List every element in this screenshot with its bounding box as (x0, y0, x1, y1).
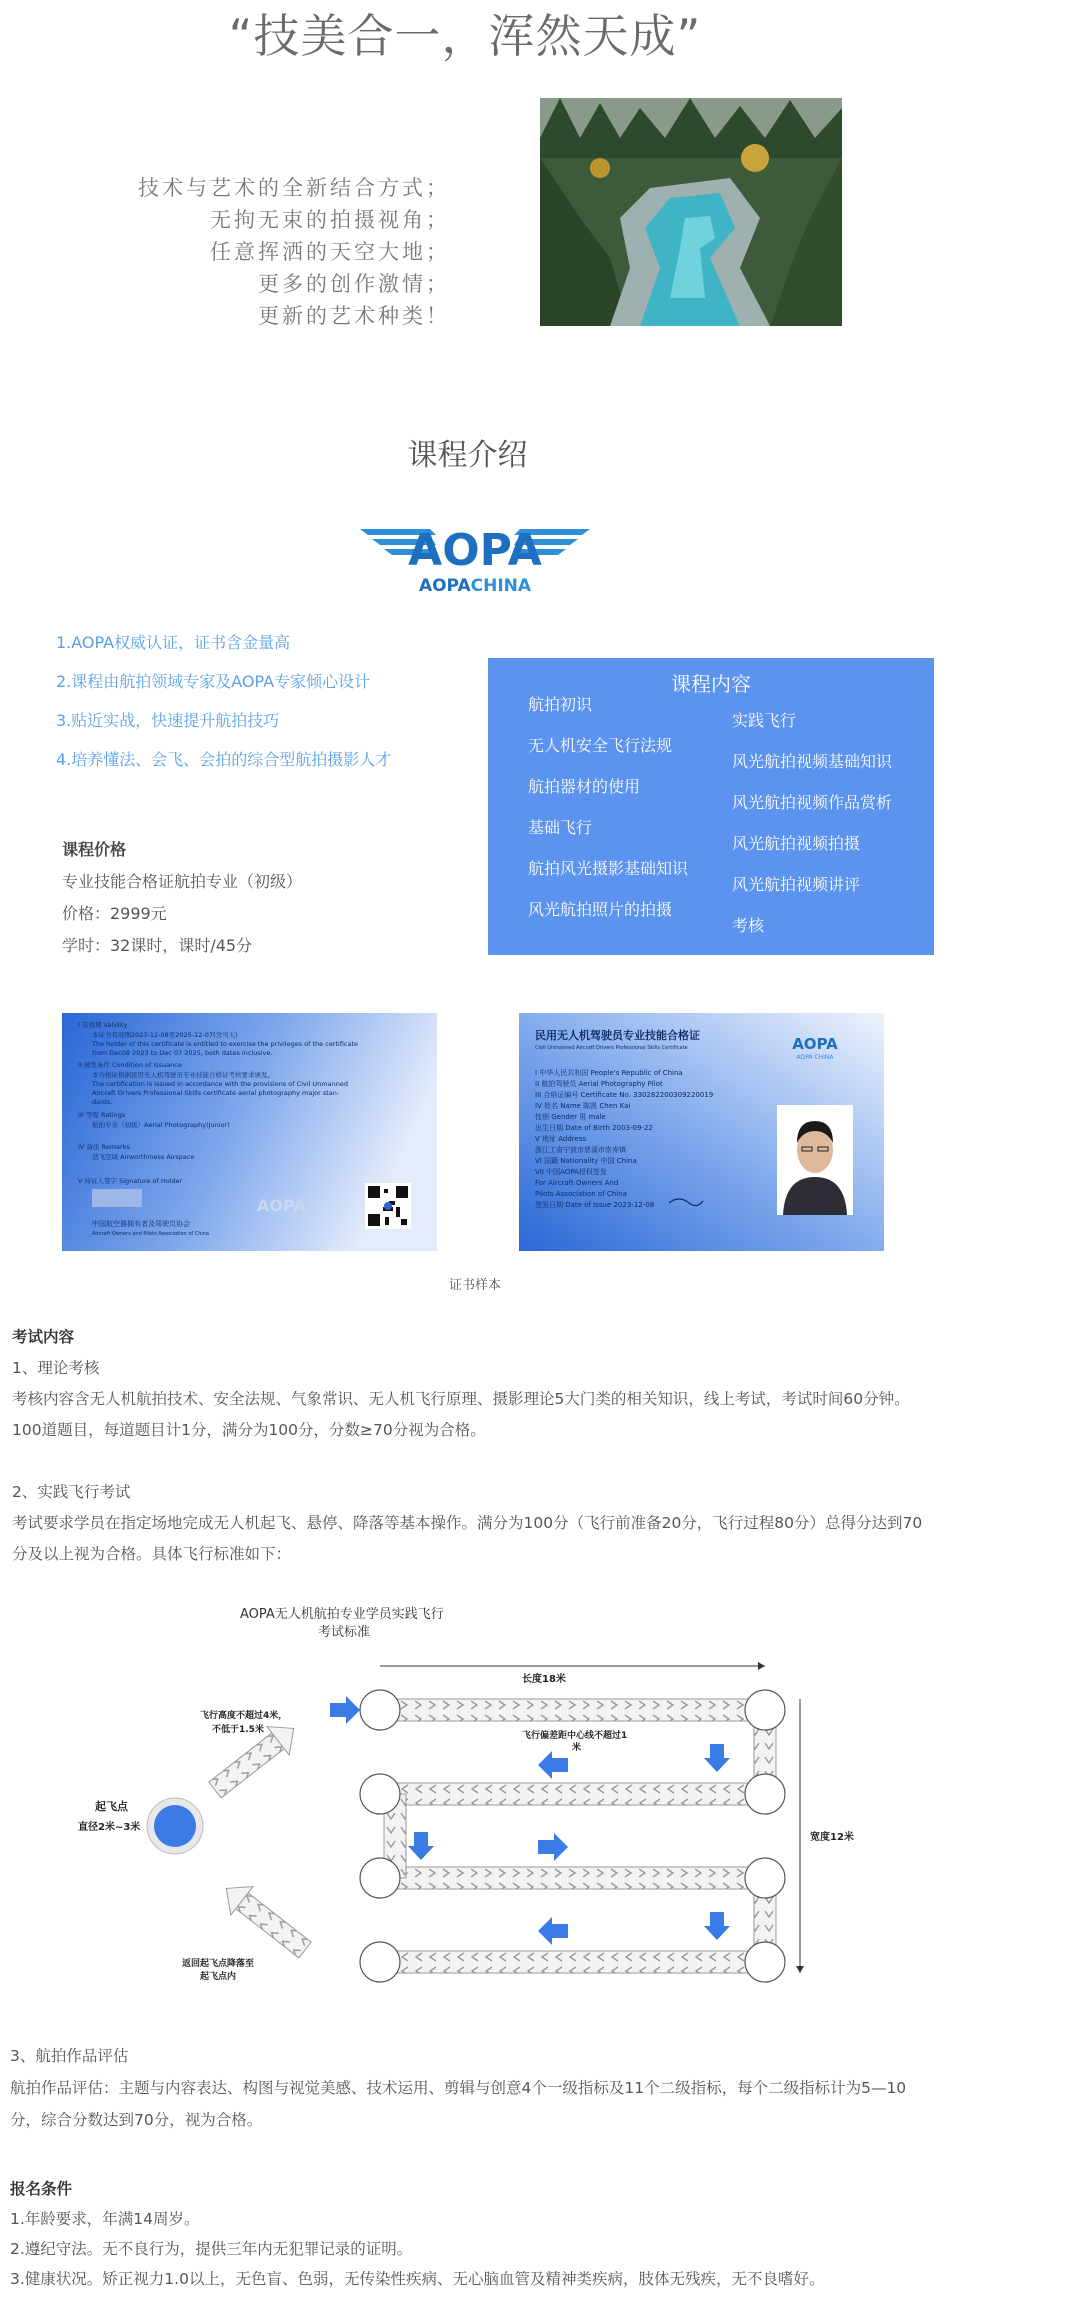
eval-paragraph: 航拍作品评估：主题与内容表达、构图与视觉美感、技术运用、剪辑与创意4个一级指标及11个二级指标，每个二级指标计为5—10 (10, 2079, 907, 2097)
svg-text:II 航拍驾驶员 Aerial Photography P: II 航拍驾驶员 Aerial Photography Pilot (535, 1080, 663, 1088)
poem-line: 更新的艺术种类！ (258, 304, 450, 328)
svg-text:签发日期 Date of Issue 2023-12-08: 签发日期 Date of Issue 2023-12-08 (535, 1201, 655, 1209)
svg-text:出生日期 Date of Birth 2003-09-22: 出生日期 Date of Birth 2003-09-22 (535, 1124, 653, 1132)
svg-text:起飞点: 起飞点 (95, 1800, 128, 1813)
poem-text (138, 172, 450, 332)
price-heading: 课程价格 (62, 840, 127, 859)
svg-text:宽度12米: 宽度12米 (810, 1832, 854, 1843)
svg-text:I 中华人民共和国 People's Republic: I 中华人民共和国 People's Republic of China (535, 1069, 683, 1077)
svg-text:航拍专业（初级）Aerial Photography(Jun: 航拍专业（初级）Aerial Photography(Junior) (92, 1121, 230, 1129)
svg-text:性别 Gender 男 male: 性别 Gender 男 male (535, 1113, 606, 1121)
flight-test-diagram (78, 1600, 854, 2010)
svg-text:考试标准: 考试标准 (318, 1625, 371, 1640)
svg-text:For Aircraft Owners And: For Aircraft Owners And (535, 1179, 619, 1187)
svg-text:Civil Unmanned Aircraft Driver: Civil Unmanned Aircraft Drivers Professional Skills Certificate (535, 1045, 688, 1051)
svg-text:AOPA CHINA: AOPA CHINA (796, 1054, 834, 1061)
slogan-heading: “技美合一，浑然天成” (228, 9, 702, 63)
svg-text:VI 国籍 Nationality 中国 China: VI 国籍 Nationality 中国 China (535, 1157, 637, 1165)
svg-text:浙江工省宁波市慈溪市崇寿镇: 浙江工省宁波市慈溪市崇寿镇 (535, 1146, 626, 1154)
certificate-caption: 证书样本 (448, 1278, 501, 1293)
svg-text:from Dec08 2023 to Dec 07 2025: from Dec08 2023 to Dec 07 2025, both dates inclusive. (92, 1049, 273, 1057)
exam-section-title: 1、理论考核 (12, 1359, 100, 1377)
svg-text:本证书有效期2023-12-08至2025-12-07(含当: 本证书有效期2023-12-08至2025-12-07(含当天) (92, 1031, 238, 1039)
exam-paragraph: 分及以上视为合格。具体飞行标准如下： (12, 1545, 292, 1563)
exam-content (12, 1322, 952, 1570)
course-item: 无人机安全飞行法规 (528, 736, 673, 755)
svg-text:Aircraft Drivers Professional: Aircraft Drivers Professional Skills certificate aerial photography major stan- (92, 1089, 340, 1097)
course-content-box (488, 658, 934, 955)
svg-text:民用无人机驾驶员专业技能合格证: 民用无人机驾驶员专业技能合格证 (535, 1029, 700, 1042)
course-item: 风光航拍视频基础知识 (732, 752, 893, 771)
section-title: 课程介绍 (407, 438, 528, 473)
course-item: 基础飞行 (528, 818, 593, 837)
svg-text:米: 米 (572, 1743, 582, 1753)
eval-title: 3、航拍作品评估 (10, 2047, 129, 2065)
svg-text:中国航空器拥有者及驾驶员协会: 中国航空器拥有者及驾驶员协会 (92, 1220, 190, 1228)
course-item: 风光航拍视频讲评 (732, 875, 861, 894)
svg-text:起飞点内: 起飞点内 (200, 1972, 237, 1982)
feature-item: 2.课程由航拍领域专家及AOPA专家倾心设计 (56, 672, 371, 691)
signup-requirement: 1.年龄要求，年满14周岁。 (10, 2210, 200, 2228)
exam-section-title: 2、实践飞行考试 (12, 1483, 131, 1501)
certificate-front-image (519, 1013, 884, 1251)
certificate-back-image (62, 1013, 437, 1251)
exam-paragraph: 考核内容含无人机航拍技术、安全法规、气象常识、无人机飞行原理、摄影理论5大门类的相关知识，线上考试，考试时间60分钟。 (12, 1390, 910, 1408)
svg-text:飞行偏差距中心线不超过1: 飞行偏差距中心线不超过1 (522, 1731, 628, 1741)
signup-requirement: 2.遵纪守法。无不良行为，提供三年内无犯罪记录的证明。 (10, 2240, 413, 2258)
aopa-logo (360, 525, 590, 599)
course-item: 风光航拍视频作品赏析 (732, 793, 893, 812)
price-amount: 价格：2999元 (62, 904, 167, 923)
feature-item: 3.贴近实战，快速提升航拍技巧 (56, 711, 280, 730)
svg-text:II 颁发条件 Condition of Issuance: II 颁发条件 Condition of Issuance (78, 1061, 182, 1069)
svg-text:不低于1.5米: 不低于1.5米 (212, 1725, 264, 1735)
svg-text:返回起飞点降落至: 返回起飞点降落至 (182, 1959, 255, 1969)
poem-line: 更多的创作激情； (258, 272, 450, 296)
svg-text:适飞空域 Airworthiness Airspace: 适飞空域 Airworthiness Airspace (92, 1153, 195, 1161)
price-hours: 学时：32课时，课时/45分 (62, 936, 253, 955)
holder-photo (777, 1105, 853, 1215)
course-item: 航拍器材的使用 (528, 777, 641, 796)
svg-text:III 等级 Ratings: III 等级 Ratings (78, 1111, 126, 1119)
course-item: 航拍初识 (528, 695, 593, 714)
svg-text:The holder of this certificate: The holder of this certificate is entitled to exercise the privileges of the certificate (92, 1040, 359, 1048)
svg-text:Pilots Association of China: Pilots Association of China (535, 1190, 627, 1198)
feature-item: 1.AOPA权威认证，证书含金量高 (56, 633, 291, 652)
course-item: 考核 (732, 916, 765, 935)
exam-heading: 考试内容 (12, 1328, 75, 1346)
signup-heading: 报名条件 (10, 2180, 73, 2198)
logo-main-text: AOPA (408, 525, 542, 576)
svg-text:I 有效期 Validity: I 有效期 Validity (78, 1021, 128, 1029)
course-item: 航拍风光摄影基础知识 (528, 859, 689, 878)
signup-requirement: 3.健康状况。矫正视力1.0以上，无色盲、色弱，无传染性疾病、无心脑血管及精神类疾病，肢体无残疾，无不良嗜好。 (10, 2270, 825, 2288)
svg-text:IV 备注 Remarks: IV 备注 Remarks (78, 1143, 130, 1151)
price-course: 专业技能合格证航拍专业（初级） (62, 872, 303, 891)
landscape-photo (540, 98, 842, 326)
svg-text:AOPA: AOPA (792, 1035, 838, 1053)
price-block (62, 834, 302, 962)
course-item: 实践飞行 (732, 711, 797, 730)
evaluation-section (10, 2040, 950, 2136)
course-item: 风光航拍照片的拍摄 (528, 900, 673, 919)
svg-text:AOPA: AOPA (257, 1196, 306, 1215)
svg-text:The certification is issued in: The certification is issued in accordance with the provisions of Civil Unmanned (92, 1080, 348, 1088)
poem-line: 技术与艺术的全新结合方式； (138, 176, 450, 200)
svg-text:Aircraft Owners and Pilots Ass: Aircraft Owners and Pilots Association of China (92, 1231, 210, 1237)
svg-text:AOPA无人机航拍专业学员实践飞行: AOPA无人机航拍专业学员实践飞行 (240, 1607, 444, 1622)
svg-text:本合格证根据民用无人机驾驶员专业技能合格证考核要求颁发。: 本合格证根据民用无人机驾驶员专业技能合格证考核要求颁发。 (92, 1071, 274, 1079)
svg-text:V 持证人签字 Signature of Holder: V 持证人签字 Signature of Holder (78, 1177, 183, 1185)
poem-line: 无拘无束的拍摄视角； (210, 208, 450, 232)
svg-text:VII 中国AOPA授权签发: VII 中国AOPA授权签发 (535, 1168, 607, 1176)
eval-paragraph: 分，综合分数达到70分，视为合格。 (10, 2111, 263, 2129)
svg-text:直径2米~3米: 直径2米~3米 (78, 1822, 141, 1833)
svg-text:AOPACHINA: AOPACHINA (418, 576, 532, 596)
svg-text:长度18米: 长度18米 (522, 1674, 566, 1685)
svg-text:III 合格证编号 Certificate No. 3302: III 合格证编号 Certificate No. 330282200309220019 (535, 1091, 714, 1099)
svg-text:IV 姓名 Name 陈凯 Chen Kai: IV 姓名 Name 陈凯 Chen Kai (535, 1102, 631, 1110)
exam-paragraph: 考试要求学员在指定场地完成无人机起飞、悬停、降落等基本操作。满分为100分（飞行前准备20分，飞行过程80分）总得分达到70 (12, 1514, 923, 1532)
svg-text:dards.: dards. (92, 1098, 113, 1106)
signup-section (10, 2174, 950, 2294)
poem-line: 任意挥洒的天空大地； (210, 240, 450, 264)
svg-text:V 地址 Address: V 地址 Address (535, 1135, 587, 1143)
course-item: 风光航拍视频拍摄 (732, 834, 861, 853)
svg-text:飞行高度不超过4米，: 飞行高度不超过4米， (200, 1711, 288, 1721)
course-content-title: 课程内容 (671, 672, 751, 696)
feature-item: 4.培养懂法、会飞、会拍的综合型航拍摄影人才 (56, 750, 392, 769)
exam-paragraph: 100道题目，每道题目计1分，满分为100分，分数≥70分视为合格。 (12, 1421, 486, 1439)
